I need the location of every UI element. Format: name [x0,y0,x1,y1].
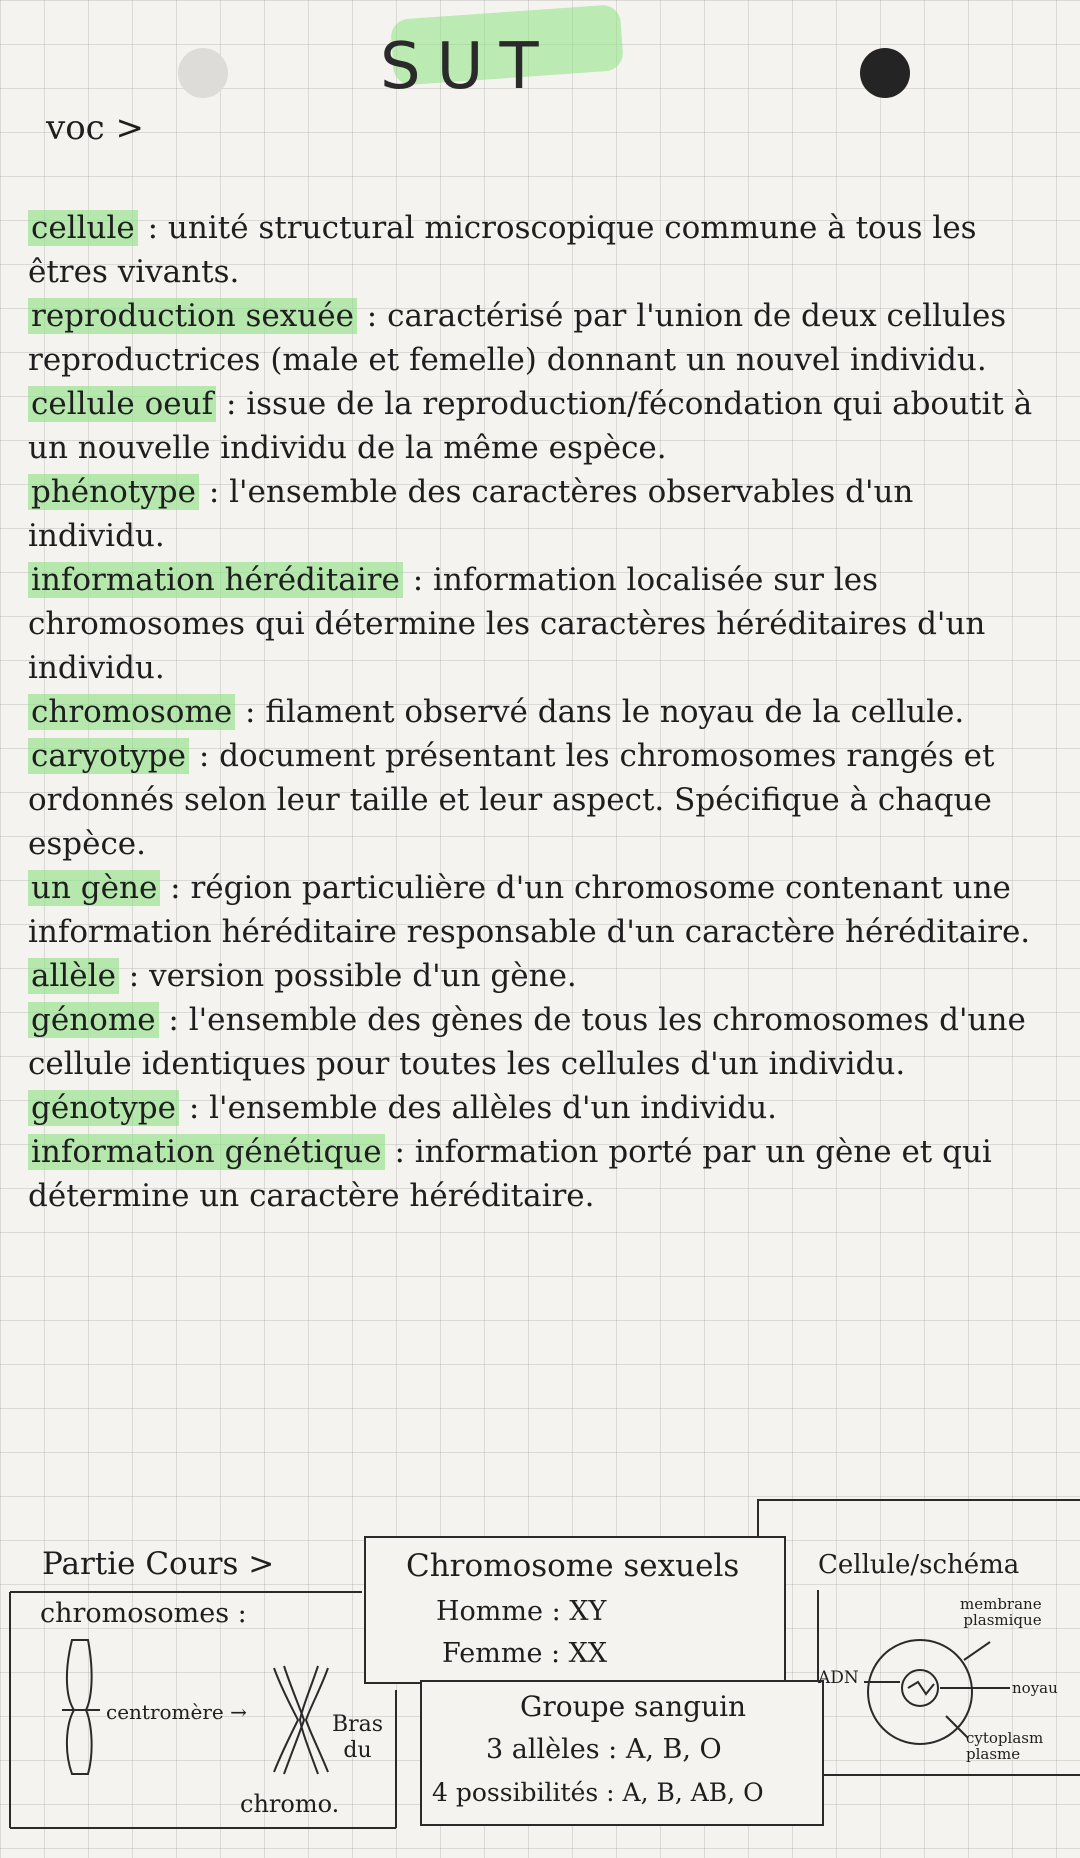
x-chromosome-drawing [262,1660,342,1780]
vocab-term: un gène [28,870,160,906]
vocab-term: reproduction sexuée [28,298,357,334]
vocab-term: cellule oeuf [28,386,216,422]
single-chromosome-drawing [50,1632,110,1782]
arms-line: Bras [332,1712,384,1737]
vocab-term: cellule [28,210,138,246]
centromere-label: centromère → [106,1700,247,1724]
sex-chromosomes-title: Chromosome sexuels [406,1548,740,1584]
cytoplasm-line: plasme [966,1745,1021,1763]
vocab-term: phénotype [28,474,199,510]
cytoplasm-line: cytoplasm [966,1729,1044,1747]
vocab-definition: : information localisée sur les chromosomes qui détermine les caractères héréditaires d'un individu. [28,562,986,686]
female-chromosomes: Femme : XX [442,1638,608,1669]
vocab-definition: : région particulière d'un chromosome contenant une information héréditaire responsable d'un caractère héréditaire. [28,870,1031,950]
blood-group-title: Groupe sanguin [520,1690,747,1723]
page-title: SUT [380,30,555,104]
vocab-definition: : issue de la reproduction/fécondation qui aboutit à un nouvelle individu de la même espèce. [28,386,1033,466]
vocab-term: allèle [28,958,119,994]
adn-label: ADN [818,1668,859,1688]
blood-group-alleles: 3 allèles : A, B, O [486,1734,722,1765]
course-section-label: Partie Cours > [42,1546,275,1582]
membrane-line: plasmique [963,1611,1042,1629]
arms-line: du [343,1738,372,1763]
cytoplasm-label [966,1730,1043,1762]
vocab-definition: : document présentant les chromosomes rangés et ordonnés selon leur taille et leur aspect. Spécifique à chaque espèce. [28,738,995,862]
noyau-label: noyau [1012,1679,1058,1697]
membrane-line: membrane [960,1595,1042,1613]
vocab-definition: : l'ensemble des caractères observables d'un individu. [28,474,914,554]
vocab-term: chromosome [28,694,235,730]
sex-chromosomes-box [364,1536,786,1684]
vocab-definition: : unité structural microscopique commune à tous les êtres vivants. [28,210,977,290]
voc-label: voc > [46,108,145,148]
blood-group-box [420,1680,824,1826]
vocab-definition: : l'ensemble des gènes de tous les chromosomes d'une cellule identiques pour toutes les cellules d'un individu. [28,1002,1026,1082]
vocab-definition: : caractérisé par l'union de deux cellules reproductrices (male et femelle) donnant un nouvel individu. [28,298,1007,378]
vocab-term: génotype [28,1090,179,1126]
chromo-label: chromo. [240,1790,340,1818]
vocab-definition: : version possible d'un gène. [128,958,577,994]
blood-group-possibilities: 4 possibilités : A, B, AB, O [432,1778,764,1807]
vocab-term: information génétique [28,1134,385,1170]
chromosomes-label: chromosomes : [40,1598,247,1629]
vocab-definition: : l'ensemble des allèles d'un individu. [188,1090,778,1126]
cell-schema-title: Cellule/schéma [818,1550,1020,1580]
male-chromosomes: Homme : XY [436,1596,607,1627]
vocab-term: génome [28,1002,159,1038]
vocab-term: caryotype [28,738,189,774]
chromosome-arms-label [332,1712,383,1764]
membrane-label [960,1596,1042,1628]
vocab-term: information héréditaire [28,562,403,598]
vocab-definition: : information porté par un gène et qui détermine un caractère héréditaire. [28,1134,992,1214]
vocab-definition: : filament observé dans le noyau de la cellule. [245,694,965,730]
